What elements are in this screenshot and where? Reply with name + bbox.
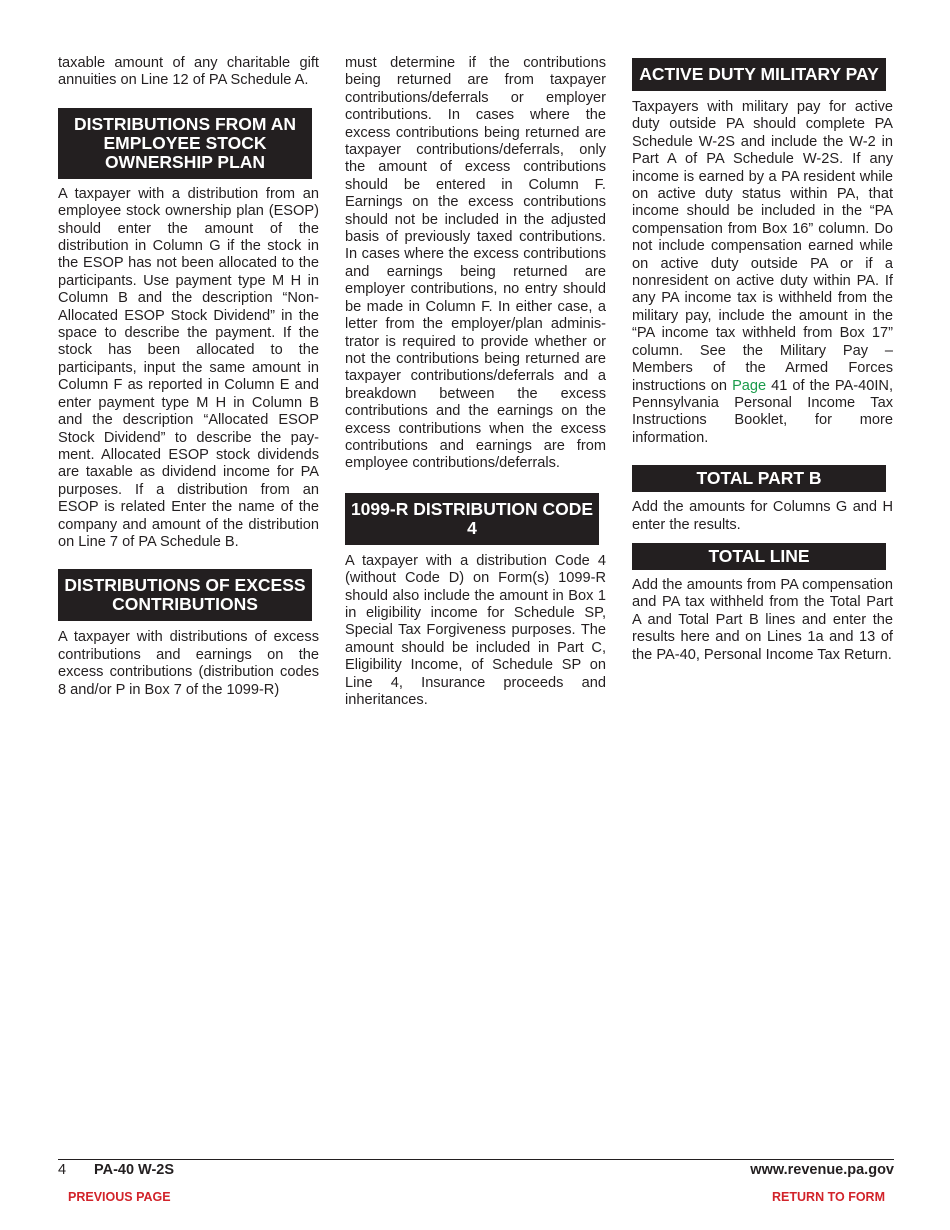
total-line-body: Add the amounts from PA compensation and PA tax withheld from the Total Part A and Total Part B lines and enter the results here and on Lines 1a and 13 of the PA-40, Personal Income Tax Return. (632, 576, 893, 663)
heading-excess-contributions: DISTRIBUTIONS OF EXCESS CONTRIBUTIONS (58, 569, 312, 621)
heading-total-line: TOTAL LINE (632, 543, 886, 570)
previous-page-link[interactable]: PREVIOUS PAGE (68, 1190, 171, 1204)
excess-continued-body: must determine if the contributions being returned are from taxpayer contributions/deferrals or employer contributions. In cases where the excess contributions being returned are taxpayer contributions/deferrals, only the amount of excess contributions should be entered in Column F. Earnings on the excess contributions should not be included in the adjusted basis of previously taxed contributions. In cases where the excess contributions and earnings being returned are employer contributions, no entry should be made in Column F. In either case, a letter from the employer/plan administrator is required to provide whether or not the contributions being returned are taxpayer contributions/deferrals and a breakdown between the excess contributions and the earnings on the excess contributions when the excess contributions and earnings are from employee contributions/deferrals. (345, 55, 606, 472)
footer-divider (58, 1159, 894, 1160)
total-part-b-body: Add the amounts for Columns G and H enter the results. (632, 499, 893, 533)
heading-total-part-b: TOTAL PART B (632, 465, 886, 492)
form-name: PA-40 W-2S (94, 1162, 175, 1178)
military-body-part2: 41 of the PA-40IN, Pennsylvania Personal Income Tax Instructions Booklet, for more information. (632, 377, 893, 446)
heading-1099r-code4: 1099-R DISTRIBUTION CODE 4 (345, 493, 599, 545)
excess-body: A taxpayer with distributions of excess contributions and earnings on the excess contributions (distribution codes 8 and/or P in Box 7 of the 1099-R) (58, 629, 319, 698)
intro-text: taxable amount of any charitable gift annuities on Line 12 of PA Schedule A. (58, 55, 319, 89)
column-3 (632, 55, 893, 664)
code4-body: A taxpayer with a distribution Code 4 (without Code D) on Form(s) 1099-R should also include the amount in Box 1 in eligibility income for Schedule SP, Special Tax Forgiveness purposes. The amount should be included in Part C, Eligibility Income, of Schedule SP on Line 4, Insurance proceeds and inheritances. (345, 552, 606, 708)
page-link[interactable]: Page (732, 377, 767, 394)
column-1 (58, 55, 319, 699)
website-url: www.revenue.pa.gov (750, 1162, 894, 1178)
column-2 (345, 55, 606, 709)
esop-body: A taxpayer with a distribution from an employee stock ownership plan (ESOP) should enter the amount of the distribution in Column G if the stock in the ESOP has not been allocated to the participants. Use payment type M H in Column B and the description “Non-Allocated ESOP Stock Dividend” in the space to describe the payment. If the stock has been allocated to the participants, input the same amount in Column F as reported in Column E and enter payment type M H in Column B and the description “Allocated ESOP Stock Dividend” to describe the payment. Allocated ESOP stock dividends are taxable as dividend income for PA purposes. If a distribution from an ESOP is related Enter the name of the company and amount of the distribution on Line 7 of PA Schedule B. (58, 185, 319, 550)
heading-esop: DISTRIBUTIONS FROM AN EMPLOYEE STOCK OWNERSHIP PLAN (58, 108, 312, 179)
heading-military-pay: ACTIVE DUTY MILITARY PAY (632, 58, 886, 91)
page-number: 4 (58, 1162, 67, 1178)
military-body-part1: Taxpayers with military pay for active duty outside PA should complete PA Schedule W-2S and include the W-2 in Part A of PA Schedule W-2S. If any income is earned by a PA resident while on active duty status within PA, that income should be included in the “PA compensation from Box 16” column. Do not include compensation earned while on active duty outside PA or if a nonresident on active duty within PA. If any PA income tax is withheld from the military pay, include the amount in the “PA income tax withheld from Box 17” column. See the Military Pay – Members of the Armed Forces instructions on (632, 99, 893, 394)
military-body (632, 99, 893, 447)
return-to-form-link[interactable]: RETURN TO FORM (772, 1190, 885, 1204)
